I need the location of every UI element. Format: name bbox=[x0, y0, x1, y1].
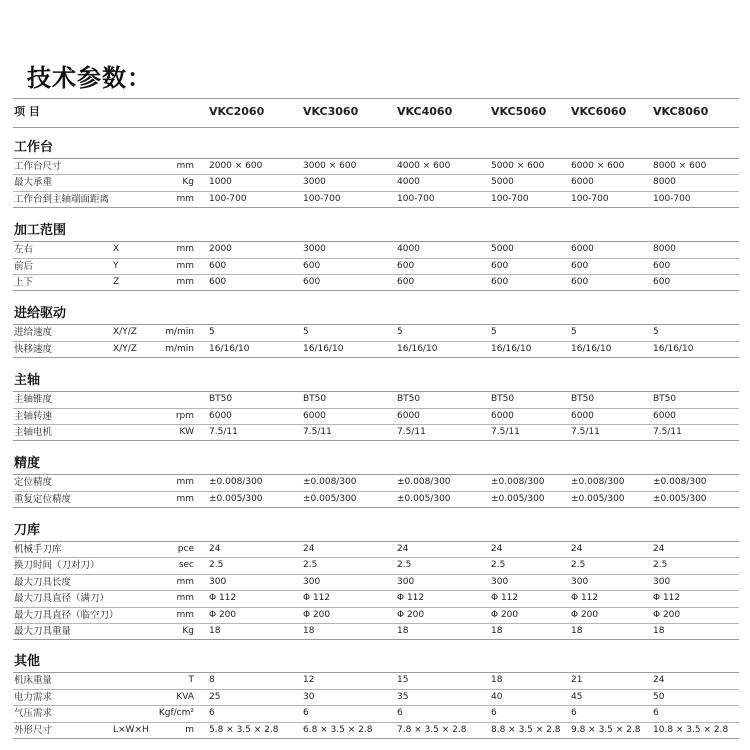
table-row bbox=[13, 275, 739, 291]
param-value: Φ 112 bbox=[209, 593, 237, 604]
param-axis: Z bbox=[113, 276, 120, 287]
param-value: ±0.008/300 bbox=[491, 477, 545, 488]
param-value: 16/16/10 bbox=[209, 343, 250, 354]
param-unit: mm bbox=[176, 477, 194, 488]
param-value: 100-700 bbox=[571, 193, 609, 204]
param-unit: T bbox=[188, 675, 194, 686]
table-row bbox=[13, 575, 739, 591]
section-title-text: 工作台 bbox=[14, 140, 54, 155]
param-name: 外形尺寸 bbox=[14, 724, 53, 736]
table-row bbox=[13, 259, 739, 275]
param-value: 4000 × 600 bbox=[397, 161, 451, 171]
param-value: 5000 bbox=[491, 177, 514, 188]
param-value: 600 bbox=[491, 276, 509, 287]
param-value: BT50 bbox=[303, 394, 327, 405]
header-item-label: 项 目 bbox=[14, 105, 40, 118]
param-value: 5 bbox=[491, 327, 497, 338]
param-value: 18 bbox=[571, 626, 583, 637]
param-value: ±0.008/300 bbox=[303, 477, 357, 488]
param-value: 7.8 × 3.5 × 2.8 bbox=[397, 724, 467, 735]
param-value: 6000 bbox=[653, 410, 676, 421]
param-unit: mm bbox=[176, 593, 194, 604]
param-value: 7.5/11 bbox=[397, 426, 426, 437]
param-value: 45 bbox=[571, 691, 583, 702]
param-value: 6000 × 600 bbox=[571, 161, 625, 171]
page-title: 技术参数： bbox=[27, 64, 152, 92]
param-value: ±0.005/300 bbox=[653, 493, 707, 504]
spec-section bbox=[13, 130, 739, 208]
param-name: 主轴锥度 bbox=[14, 394, 53, 406]
param-value: 18 bbox=[209, 626, 221, 637]
param-value: 6000 bbox=[571, 410, 594, 421]
param-value: 5000 × 600 bbox=[491, 161, 545, 171]
param-value: 8 bbox=[209, 675, 215, 686]
param-unit: mm bbox=[176, 260, 194, 271]
param-value: 24 bbox=[491, 544, 503, 555]
param-name: 左右 bbox=[14, 244, 34, 256]
param-value: 5 bbox=[209, 327, 215, 338]
param-value: 8000 bbox=[653, 177, 676, 188]
param-value: BT50 bbox=[571, 394, 595, 405]
param-value: 24 bbox=[209, 544, 221, 555]
param-value: BT50 bbox=[397, 394, 421, 405]
param-value: 5.8 × 3.5 × 2.8 bbox=[209, 724, 279, 735]
table-row bbox=[13, 325, 739, 341]
param-unit: Kg bbox=[182, 177, 194, 188]
spec-table bbox=[13, 98, 739, 739]
param-unit: Kgf/cm² bbox=[158, 708, 194, 719]
param-name: 工作台尺寸 bbox=[14, 161, 62, 172]
table-row bbox=[13, 425, 739, 441]
param-value: 6 bbox=[303, 708, 309, 719]
param-value: 2000 × 600 bbox=[209, 161, 263, 171]
param-value: 300 bbox=[303, 576, 321, 587]
table-row bbox=[13, 342, 739, 358]
param-value: 100-700 bbox=[303, 193, 341, 204]
param-unit: mm bbox=[176, 609, 194, 620]
param-value: 16/16/10 bbox=[397, 343, 438, 354]
param-value: 16/16/10 bbox=[303, 343, 344, 354]
table-row bbox=[13, 392, 739, 408]
param-value: 6000 bbox=[571, 177, 594, 188]
param-axis: X bbox=[113, 244, 120, 255]
param-unit: rpm bbox=[175, 410, 194, 421]
param-value: 6000 bbox=[303, 410, 326, 421]
param-value: Φ 200 bbox=[397, 609, 425, 620]
section-title-text: 主轴 bbox=[14, 373, 41, 389]
param-value: Φ 200 bbox=[303, 609, 331, 620]
param-name: 重复定位精度 bbox=[14, 493, 72, 505]
param-name: 快移速度 bbox=[14, 343, 53, 355]
param-value: 3000 × 600 bbox=[303, 161, 357, 171]
param-name: 最大刀具长度 bbox=[14, 576, 72, 588]
param-value: 6000 bbox=[571, 244, 594, 255]
table-row bbox=[13, 673, 739, 689]
header-model: VKC5060 bbox=[491, 105, 547, 118]
param-value: 100-700 bbox=[653, 193, 691, 204]
param-value: 300 bbox=[397, 576, 415, 587]
param-name: 机械手刀库 bbox=[14, 544, 62, 556]
header-model: VKC3060 bbox=[303, 105, 359, 118]
param-value: ±0.005/300 bbox=[303, 493, 357, 504]
param-value: 1000 bbox=[209, 177, 232, 188]
param-name: 前后 bbox=[14, 260, 34, 272]
spec-section bbox=[13, 446, 739, 508]
param-value: 300 bbox=[571, 576, 589, 587]
param-value: 16/16/10 bbox=[571, 343, 612, 354]
param-value: 100-700 bbox=[397, 193, 435, 204]
param-value: 3000 bbox=[303, 177, 326, 188]
param-axis: X/Y/Z bbox=[113, 343, 137, 354]
param-value: ±0.008/300 bbox=[653, 477, 707, 488]
param-name: 进给速度 bbox=[14, 327, 53, 339]
spec-section bbox=[13, 213, 739, 291]
param-value: 2.5 bbox=[571, 560, 586, 571]
param-value: 6000 bbox=[209, 410, 232, 421]
param-unit: sec bbox=[178, 560, 194, 571]
header-model: VKC6060 bbox=[571, 105, 627, 118]
param-value: Φ 112 bbox=[397, 593, 425, 604]
param-value: 2.5 bbox=[303, 560, 318, 571]
header-model: VKC8060 bbox=[653, 105, 709, 118]
table-row bbox=[13, 175, 739, 191]
param-unit: m/min bbox=[165, 327, 194, 338]
param-value: 300 bbox=[491, 576, 509, 587]
spec-section bbox=[13, 296, 739, 358]
param-value: 16/16/10 bbox=[491, 343, 532, 354]
param-value: 8.8 × 3.5 × 2.8 bbox=[491, 724, 561, 735]
param-value: 600 bbox=[491, 260, 509, 271]
param-unit: mm bbox=[176, 276, 194, 287]
param-value: 5 bbox=[303, 327, 309, 338]
param-unit: m bbox=[185, 724, 194, 735]
param-value: 5000 bbox=[491, 244, 514, 255]
param-name: 换刀时间（刀对刀） bbox=[14, 560, 100, 572]
param-value: 2.5 bbox=[491, 560, 506, 571]
header-model: VKC2060 bbox=[209, 105, 265, 118]
param-value: 600 bbox=[303, 260, 321, 271]
param-value: Φ 112 bbox=[571, 593, 599, 604]
section-title-text: 进给驱动 bbox=[14, 306, 67, 322]
param-value: Φ 112 bbox=[491, 593, 519, 604]
param-unit: mm bbox=[176, 493, 194, 504]
param-name: 主轴电机 bbox=[14, 426, 53, 438]
param-value: 10.8 × 3.5 × 2.8 bbox=[653, 724, 729, 735]
param-value: 24 bbox=[397, 544, 409, 555]
table-row bbox=[13, 591, 739, 607]
section-title bbox=[13, 130, 739, 159]
param-value: 24 bbox=[571, 544, 583, 555]
param-value: ±0.005/300 bbox=[209, 493, 263, 504]
section-title bbox=[13, 363, 739, 392]
param-value: ±0.008/300 bbox=[397, 477, 451, 488]
section-title bbox=[13, 644, 739, 673]
param-value: ±0.008/300 bbox=[571, 477, 625, 488]
param-value: 600 bbox=[571, 276, 589, 287]
table-row bbox=[13, 159, 739, 175]
param-name: 最大刀具直径（满刀） bbox=[14, 593, 110, 605]
param-value: 100-700 bbox=[209, 193, 247, 204]
table-row bbox=[13, 558, 739, 574]
param-value: 24 bbox=[653, 675, 665, 686]
param-value: 5 bbox=[653, 327, 659, 338]
param-value: 2.5 bbox=[209, 560, 224, 571]
param-value: 600 bbox=[397, 276, 415, 287]
param-value: Φ 200 bbox=[491, 609, 519, 620]
param-value: 35 bbox=[397, 691, 409, 702]
table-row bbox=[13, 723, 739, 739]
param-value: 18 bbox=[303, 626, 315, 637]
table-row bbox=[13, 492, 739, 508]
table-row bbox=[13, 409, 739, 425]
param-name: 最大刀具直径（临空刀） bbox=[14, 609, 119, 621]
table-row bbox=[13, 624, 739, 640]
param-unit: mm bbox=[176, 576, 194, 587]
param-value: Φ 200 bbox=[653, 609, 681, 620]
param-unit: mm bbox=[176, 193, 194, 204]
param-value: 25 bbox=[209, 691, 221, 702]
param-name: 电力需求 bbox=[14, 691, 53, 703]
param-value: 6 bbox=[571, 708, 577, 719]
param-unit: m/min bbox=[165, 343, 194, 354]
table-row bbox=[13, 706, 739, 722]
param-name: 机床重量 bbox=[14, 675, 53, 687]
param-value: 18 bbox=[653, 626, 665, 637]
param-axis: X/Y/Z bbox=[113, 327, 137, 338]
param-value: 40 bbox=[491, 691, 503, 702]
param-value: 600 bbox=[303, 276, 321, 287]
param-value: 600 bbox=[571, 260, 589, 271]
param-value: 8000 × 600 bbox=[653, 161, 707, 171]
param-name: 上下 bbox=[14, 276, 34, 288]
param-value: 7.5/11 bbox=[653, 426, 682, 437]
param-value: 300 bbox=[653, 576, 671, 587]
param-value: 4000 bbox=[397, 177, 420, 188]
param-name: 气压需求 bbox=[14, 708, 53, 720]
param-value: 600 bbox=[209, 276, 227, 287]
param-value: 600 bbox=[653, 276, 671, 287]
param-axis: L×W×H bbox=[113, 724, 149, 735]
param-name: 定位精度 bbox=[14, 477, 53, 489]
param-value: Φ 112 bbox=[303, 593, 331, 604]
section-title-text: 其他 bbox=[14, 654, 41, 670]
param-value: 18 bbox=[491, 626, 503, 637]
param-name: 最大刀具重量 bbox=[14, 626, 72, 638]
table-row bbox=[13, 242, 739, 258]
param-unit: Kg bbox=[182, 626, 194, 637]
spec-section bbox=[13, 644, 739, 739]
param-unit: KVA bbox=[176, 691, 194, 702]
param-value: ±0.005/300 bbox=[397, 493, 451, 504]
param-value: Φ 200 bbox=[209, 609, 237, 620]
param-value: 8000 bbox=[653, 244, 676, 255]
param-value: 6 bbox=[491, 708, 497, 719]
param-value: 600 bbox=[209, 260, 227, 271]
param-value: 6 bbox=[397, 708, 403, 719]
param-value: 50 bbox=[653, 691, 665, 702]
section-title bbox=[13, 513, 739, 542]
spec-sections bbox=[13, 130, 739, 739]
param-value: 5 bbox=[571, 327, 577, 338]
param-value: Φ 200 bbox=[571, 609, 599, 620]
param-value: 7.5/11 bbox=[209, 426, 238, 437]
param-value: 12 bbox=[303, 675, 315, 686]
section-title bbox=[13, 446, 739, 475]
param-value: 30 bbox=[303, 691, 315, 702]
param-unit: mm bbox=[176, 244, 194, 255]
param-value: 24 bbox=[653, 544, 665, 555]
param-unit: KW bbox=[179, 426, 194, 437]
param-value: 6 bbox=[653, 708, 659, 719]
param-value: 15 bbox=[397, 675, 409, 686]
param-value: 6000 bbox=[397, 410, 420, 421]
section-title-text: 加工范围 bbox=[14, 223, 67, 239]
param-value: 7.5/11 bbox=[491, 426, 520, 437]
section-title-text: 精度 bbox=[14, 456, 41, 472]
table-row bbox=[13, 192, 739, 208]
param-value: 2000 bbox=[209, 244, 232, 255]
param-name: 最大承重 bbox=[14, 177, 53, 189]
section-title bbox=[13, 296, 739, 325]
param-value: 21 bbox=[571, 675, 583, 686]
table-row bbox=[13, 542, 739, 558]
param-unit: pce bbox=[177, 544, 194, 555]
section-title bbox=[13, 213, 739, 242]
param-value: BT50 bbox=[653, 394, 677, 405]
param-value: 6 bbox=[209, 708, 215, 719]
param-value: 4000 bbox=[397, 244, 420, 255]
param-value: 5 bbox=[397, 327, 403, 338]
param-value: 300 bbox=[209, 576, 227, 587]
param-value: 18 bbox=[397, 626, 409, 637]
param-value: 2.5 bbox=[653, 560, 668, 571]
param-value: ±0.008/300 bbox=[209, 477, 263, 488]
param-value: ±0.005/300 bbox=[571, 493, 625, 504]
spec-section bbox=[13, 363, 739, 441]
param-value: 3000 bbox=[303, 244, 326, 255]
param-value: 7.5/11 bbox=[571, 426, 600, 437]
param-unit: mm bbox=[176, 161, 194, 171]
param-value: 600 bbox=[653, 260, 671, 271]
param-value: 16/16/10 bbox=[653, 343, 694, 354]
table-row bbox=[13, 608, 739, 624]
param-value: BT50 bbox=[209, 394, 233, 405]
param-value: 2.5 bbox=[397, 560, 412, 571]
param-value: 9.8 × 3.5 × 2.8 bbox=[571, 724, 641, 735]
param-value: 24 bbox=[303, 544, 315, 555]
param-value: Φ 112 bbox=[653, 593, 681, 604]
param-value: BT50 bbox=[491, 394, 515, 405]
header-model: VKC4060 bbox=[397, 105, 453, 118]
table-header bbox=[13, 98, 739, 128]
param-axis: Y bbox=[113, 260, 119, 271]
param-value: 18 bbox=[491, 675, 503, 686]
section-title-text: 刀库 bbox=[14, 523, 41, 539]
param-value: 100-700 bbox=[491, 193, 529, 204]
param-value: 600 bbox=[397, 260, 415, 271]
param-value: 6.8 × 3.5 × 2.8 bbox=[303, 724, 373, 735]
param-value: 7.5/11 bbox=[303, 426, 332, 437]
spec-section bbox=[13, 513, 739, 640]
param-name: 工作台到主轴端面距离 bbox=[14, 193, 110, 205]
param-value: ±0.005/300 bbox=[491, 493, 545, 504]
param-name: 主轴转速 bbox=[14, 410, 53, 422]
table-row bbox=[13, 475, 739, 491]
table-row bbox=[13, 690, 739, 706]
param-value: 6000 bbox=[491, 410, 514, 421]
